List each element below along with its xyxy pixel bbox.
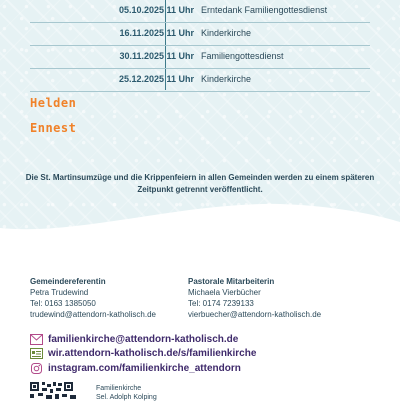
schedule-date: 05.10.2025 11 Uhr bbox=[118, 5, 194, 15]
instagram-icon bbox=[30, 363, 43, 374]
instagram-link-text[interactable]: instagram.com/familienkirche_attendorn bbox=[48, 362, 241, 374]
contact-name: Michaela Vierbücher bbox=[188, 288, 261, 297]
schedule-row bbox=[30, 46, 370, 69]
mail-icon bbox=[30, 334, 43, 345]
email-link-text[interactable]: familienkirche@attendorn-katholisch.de bbox=[48, 333, 239, 345]
schedule-event: Familiengottesdienst bbox=[201, 51, 284, 61]
organization-line2: Sel. Adolph Kolping bbox=[96, 394, 157, 401]
place-ennest: Ennest bbox=[30, 121, 77, 135]
contact-referentin bbox=[30, 276, 156, 320]
schedule-event: Kinderkirche bbox=[201, 28, 252, 38]
schedule-event: Kinderkirche bbox=[201, 74, 252, 84]
web-link[interactable] bbox=[30, 346, 256, 360]
place-helden: Helden bbox=[30, 96, 77, 110]
contact-title: Pastorale Mitarbeiterin bbox=[188, 277, 275, 286]
schedule-date: 25.12.2025 11 Uhr bbox=[118, 74, 194, 84]
organization-line1: Familienkirche bbox=[96, 385, 142, 392]
web-icon bbox=[30, 348, 43, 359]
schedule-row bbox=[30, 0, 370, 23]
schedule-row bbox=[30, 23, 370, 46]
contact-title: Gemeindereferentin bbox=[30, 277, 106, 286]
schedule-event: Erntedank Familiengottesdienst bbox=[201, 5, 328, 15]
contact-email[interactable]: trudewind@attendorn-katholisch.de bbox=[30, 310, 156, 319]
email-link[interactable] bbox=[30, 332, 238, 346]
contact-mitarbeiterin bbox=[188, 276, 321, 320]
organization-label bbox=[96, 384, 157, 402]
schedule-date: 16.11.2025 11 Uhr bbox=[119, 28, 194, 38]
contact-phone: Tel: 0174 7239133 bbox=[188, 299, 254, 308]
instagram-link[interactable] bbox=[30, 361, 241, 375]
schedule-row bbox=[30, 69, 370, 92]
schedule-date: 30.11.2025 11 Uhr bbox=[119, 51, 194, 61]
contact-name: Petra Trudewind bbox=[30, 288, 89, 297]
contact-phone: Tel: 0163 1385050 bbox=[30, 299, 96, 308]
qr-code-icon bbox=[30, 382, 78, 400]
announcement-note: Die St. Martinsumzüge und die Krippenfeiern in allen Gemeinden werden zu einem späteren Zeitpunkt getrennt veröffentlicht. bbox=[25, 173, 375, 194]
web-link-text[interactable]: wir.attendorn-katholisch.de/s/familienkirche bbox=[48, 347, 257, 359]
wave-divider bbox=[0, 196, 400, 256]
contact-email[interactable]: vierbuecher@attendorn-katholisch.de bbox=[188, 310, 322, 319]
